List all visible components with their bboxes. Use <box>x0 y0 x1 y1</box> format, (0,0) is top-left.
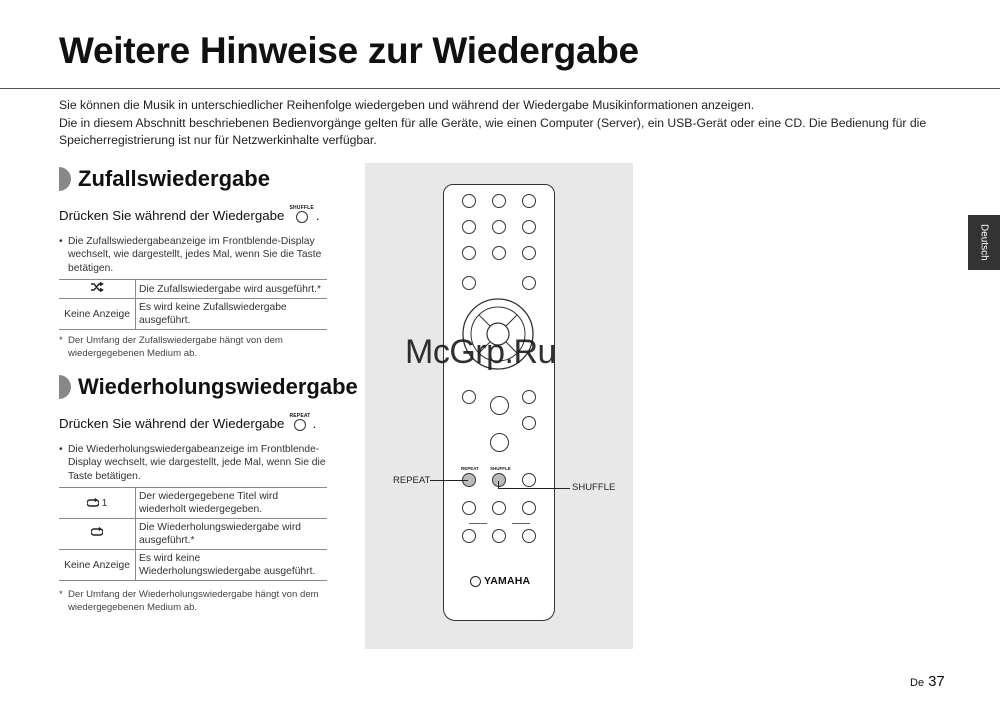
shuffle-callout-line <box>498 488 570 489</box>
repeat-callout-line <box>430 480 468 481</box>
remote-button <box>490 433 509 452</box>
repeat-instruction <box>59 413 316 431</box>
language-tab-label: Deutsch <box>978 224 990 261</box>
remote-button <box>462 529 476 543</box>
repeat-bullet-text: Die Wiederholungswiedergabeanzeige im Frontblende-Display wechselt, wie dargestellt, jede Mal, wenn Sie die Taste betätigen. <box>68 444 326 482</box>
footnote-glyph: * <box>59 335 63 346</box>
language-tab <box>968 215 1000 270</box>
title-rule <box>0 88 1000 89</box>
button-circle-icon <box>294 419 306 431</box>
repeat-icon <box>91 527 103 537</box>
repeat-heading <box>59 374 358 400</box>
shuffle-callout-line <box>498 481 499 488</box>
shuffle-row-2-key: Keine Anzeige <box>59 299 136 330</box>
repeat-bullet <box>59 443 327 483</box>
shuffle-instruction-end: . <box>315 208 320 223</box>
remote-button <box>522 473 536 487</box>
shuffle-row-2-value: Es wird keine Zufallswiedergabe ausgeführt. <box>136 299 328 330</box>
yamaha-brand-text: YAMAHA <box>484 575 531 587</box>
yamaha-brand <box>470 575 530 587</box>
repeat-row-3-value: Es wird keine Wiederholungswiedergabe ausgeführt. <box>136 550 328 581</box>
remote-button <box>522 194 536 208</box>
remote-button <box>522 416 536 430</box>
remote-button <box>522 220 536 234</box>
remote-button <box>462 246 476 260</box>
shuffle-heading-text: Zufallswiedergabe <box>78 166 270 191</box>
page-title: Weitere Hinweise zur Wiedergabe <box>59 30 639 71</box>
remote-shuffle-button <box>492 473 506 487</box>
remote-button <box>462 390 476 404</box>
remote-button <box>462 194 476 208</box>
shuffle-instruction <box>59 205 320 223</box>
intro-text <box>59 97 959 150</box>
repeat-one-key-cell <box>59 488 136 519</box>
remote-button <box>492 529 506 543</box>
table-row <box>59 299 327 330</box>
shuffle-table <box>59 279 327 330</box>
footnote-glyph: * <box>59 589 63 600</box>
page-lang: De <box>910 677 925 689</box>
remote-button <box>522 276 536 290</box>
table-row <box>59 280 327 299</box>
watermark: McGrp.Ru <box>405 333 556 371</box>
remote-shuffle-caption: SHUFFLE <box>490 466 511 471</box>
shuffle-heading <box>59 166 270 192</box>
shuffle-bullet <box>59 235 327 275</box>
page-number <box>910 673 945 690</box>
remote-button <box>522 501 536 515</box>
remote-button <box>492 246 506 260</box>
shuffle-key-cell <box>59 280 136 299</box>
repeat-one-icon <box>87 498 99 508</box>
intro-line-2: Die in diesem Abschnitt beschriebenen Bedienvorgänge gelten für alle Geräte, wie einen Computer (Server), ein USB-Gerät oder eine CD. Die Bedienung für die Speicherregistrierung ist nur für Netzwerkinhalte verfügbar. <box>59 115 927 147</box>
section-marker-icon <box>59 167 71 191</box>
remote-button <box>462 220 476 234</box>
repeat-row-1-value: Der wiedergegebene Titel wird wiederholt wiedergegeben. <box>136 488 328 519</box>
shuffle-button-caption: SHUFFLE <box>289 205 314 211</box>
shuffle-icon <box>90 282 104 292</box>
remote-button <box>492 194 506 208</box>
remote-button <box>522 529 536 543</box>
remote-button <box>490 396 509 415</box>
shuffle-footnote-text: Der Umfang der Zufallswiedergabe hängt von dem wiedergegebenen Medium ab. <box>68 335 283 359</box>
repeat-button-caption: REPEAT <box>289 413 311 419</box>
repeat-instruction-end: . <box>312 416 317 431</box>
shuffle-row-1-value: Die Zufallswiedergabe wird ausgeführt.* <box>136 280 328 299</box>
bullet-glyph: • <box>59 236 63 247</box>
shuffle-button-glyph <box>289 205 313 223</box>
repeat-one-key: 1 <box>101 497 108 509</box>
intro-line-1: Sie können die Musik in unterschiedlicher Reihenfolge wiedergeben und während der Wiedergabe Musikinformationen anzeigen. <box>59 98 755 112</box>
table-row <box>59 550 327 581</box>
repeat-footnote <box>59 588 327 614</box>
repeat-row-3-key: Keine Anzeige <box>59 550 136 581</box>
remote-button <box>522 390 536 404</box>
repeat-heading-text: Wiederholungswiedergabe <box>78 374 358 399</box>
remote-button <box>492 501 506 515</box>
table-row <box>59 488 327 519</box>
repeat-instruction-text: Drücken Sie während der Wiedergabe <box>59 416 285 431</box>
remote-group-line <box>469 523 487 524</box>
repeat-all-key-cell <box>59 519 136 550</box>
repeat-button-glyph <box>289 413 310 431</box>
remote-button <box>492 220 506 234</box>
shuffle-instruction-text: Drücken Sie während der Wiedergabe <box>59 208 285 223</box>
shuffle-bullet-text: Die Zufallswiedergabeanzeige im Frontblende-Display wechselt, wie dargestellt, jedes Mal, wenn Sie die Taste betätigen. <box>68 236 322 274</box>
remote-repeat-caption: REPEAT <box>461 466 479 471</box>
bullet-glyph: • <box>59 444 63 455</box>
repeat-callout: REPEAT <box>393 475 431 486</box>
shuffle-footnote <box>59 334 327 360</box>
button-circle-icon <box>296 211 308 223</box>
page-number-value: 37 <box>928 673 945 690</box>
table-row <box>59 519 327 550</box>
shuffle-callout: SHUFFLE <box>572 482 616 493</box>
yamaha-logo-icon <box>470 576 481 587</box>
section-marker-icon <box>59 375 71 399</box>
repeat-table <box>59 487 327 581</box>
repeat-footnote-text: Der Umfang der Wiederholungswiedergabe hängt von dem wiedergegebenen Medium ab. <box>68 589 319 613</box>
remote-button <box>462 276 476 290</box>
remote-button <box>462 501 476 515</box>
remote-group-line <box>512 523 530 524</box>
repeat-row-2-value: Die Wiederholungswiedergabe wird ausgeführt.* <box>136 519 328 550</box>
remote-button <box>522 246 536 260</box>
